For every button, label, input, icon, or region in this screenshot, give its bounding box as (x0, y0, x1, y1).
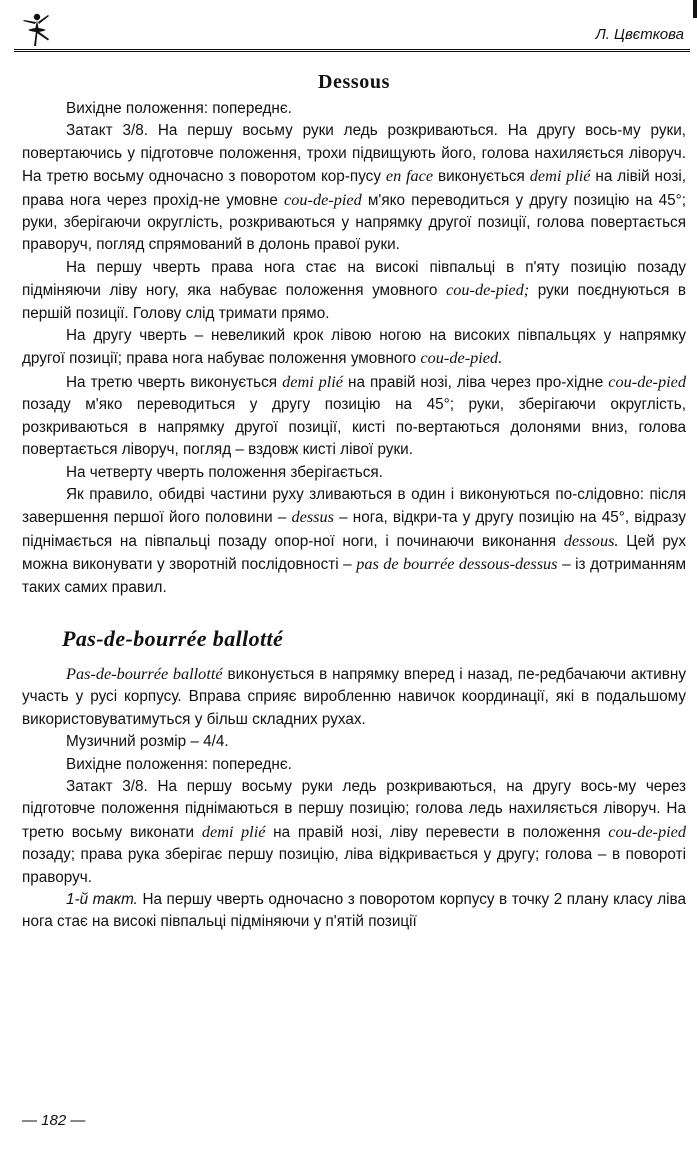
term: cou-de-pied. (420, 348, 503, 368)
text-run: На другу чверть – невеликий крок лівою ногою на високих півпальцях у напрямку другої позиції; права нога набуває положення умовного (22, 327, 686, 368)
paragraph (22, 325, 686, 371)
paragraph (22, 663, 686, 731)
paragraph (22, 371, 686, 462)
term: Pas-de-bourrée ballotté (66, 663, 223, 683)
text-run: руки поєднуються в першій позиції. Голову слід тримати прямо. (22, 282, 686, 322)
text-run: На першу чверть одночасно з поворотом корпусу в точку 2 плану класу ліва нога стає на високі півпальці підміняючи у п'ятій позиції (22, 891, 687, 931)
term: demi plié (282, 371, 344, 391)
text-run: м'яко переводиться у другу позицію на 45°; руки, зберігаючи округлість, розкриваються у напрямку другої позиції, голова повертається праворуч, погляд спрямований в долонь правої руки. (22, 191, 686, 254)
text-run: виконується (433, 168, 530, 186)
term: en face (385, 166, 434, 186)
text-run: Затакт 3/8. На першу восьму руки ледь розкриваються. На другу вось-му руки, повертаючись у підготовче положення, трохи підвищують його, голова нахиляється ліворуч. На третю восьму одночасно з поворотом кор-пусу (22, 122, 686, 186)
term: dessous. (563, 530, 619, 550)
page-content (22, 68, 686, 934)
paragraph (22, 257, 686, 325)
text-run: – нога, відкри-та у другу позицію на 45°, відразу піднімається на півпальці позаду опор-ної ноги, і починаючи виконання (22, 509, 686, 550)
page-edge-mark (693, 0, 697, 18)
text-run: Цей рух можна виконувати у зворотній послідовності – (22, 532, 686, 574)
text-run: на правій нозі, ліва через про-хідне (343, 373, 609, 391)
term: cou-de-pied (608, 821, 686, 841)
text-run: На першу чверть права нога стає на високі півпальці в п'яту позицію позаду підміняючи ліву ногу, яка набуває положення умовного (22, 258, 686, 300)
paragraph (22, 776, 686, 889)
term: dessus (291, 507, 334, 527)
paragraph: Вихідне положення: попереднє. (66, 755, 292, 773)
paragraph (22, 484, 686, 599)
text-run: позаду м'яко переводиться у другу позицію на 45°; руки, зберігаючи округлість, розкриваються в напрямку другої позиції, кисті по-вертаються долонями вниз, голова повертається ліворуч, погляд – вздовж кисті лівої руки. (22, 396, 686, 459)
text-run: на лівій нозі, права нога через прохід-не умовне (22, 168, 686, 209)
term: demi plié (529, 166, 591, 186)
page-number: — 182 — (22, 1112, 86, 1129)
term: cou-de-pied; (446, 280, 530, 300)
text-run: Затакт 3/8. На першу восьму руки ледь розкриваються, на другу вось-му через підготовче положення піднімаються в першу позицію; голова ледь нахиляється ліворуч. На третю восьму виконати (22, 777, 686, 841)
paragraph (22, 889, 686, 934)
header-rule (14, 49, 690, 54)
paragraph (22, 120, 686, 256)
section-title-dessous: Dessous (318, 71, 390, 93)
text-run: На третю чверть виконується (66, 373, 283, 391)
text-run: – із дотриманням таких самих правил. (22, 556, 686, 596)
term: 1-й такт. (66, 891, 138, 908)
term: demi plié (201, 821, 266, 841)
text-run: на правій нозі, ліву перевести в положення (265, 823, 609, 841)
text-run: Як правило, обидві частини руху зливаються в один і виконуються по-слідовно: після завершення першої його половини – (22, 485, 686, 527)
paragraph: Музичний розмір – 4/4. (66, 733, 229, 751)
term: cou-de-pied (284, 189, 362, 209)
text-run: позаду; права рука зберігає першу позицію, ліва відкривається у другу; голова – в повороті праворуч. (22, 846, 686, 886)
ballerina-icon (18, 10, 58, 48)
term: cou-de-pied (608, 371, 687, 391)
running-header (14, 10, 690, 50)
text-run: виконується в напрямку вперед і назад, пе-редбачаючи активну участь у русі корпусу. Вправа сприяє виробленню навичок координації, які в подальшому використовуватимуться у більш складних рухах. (22, 665, 686, 728)
section-title-pas-de-bourree-ballotte: Pas-de-bourrée ballotté (62, 625, 284, 651)
running-header-author: Л. Цвєткова (595, 26, 684, 43)
term: pas de bourrée dessous-dessus (356, 554, 558, 574)
paragraph: На четверту чверть положення зберігається. (66, 463, 383, 481)
paragraph: Вихідне положення: попереднє. (66, 100, 292, 117)
